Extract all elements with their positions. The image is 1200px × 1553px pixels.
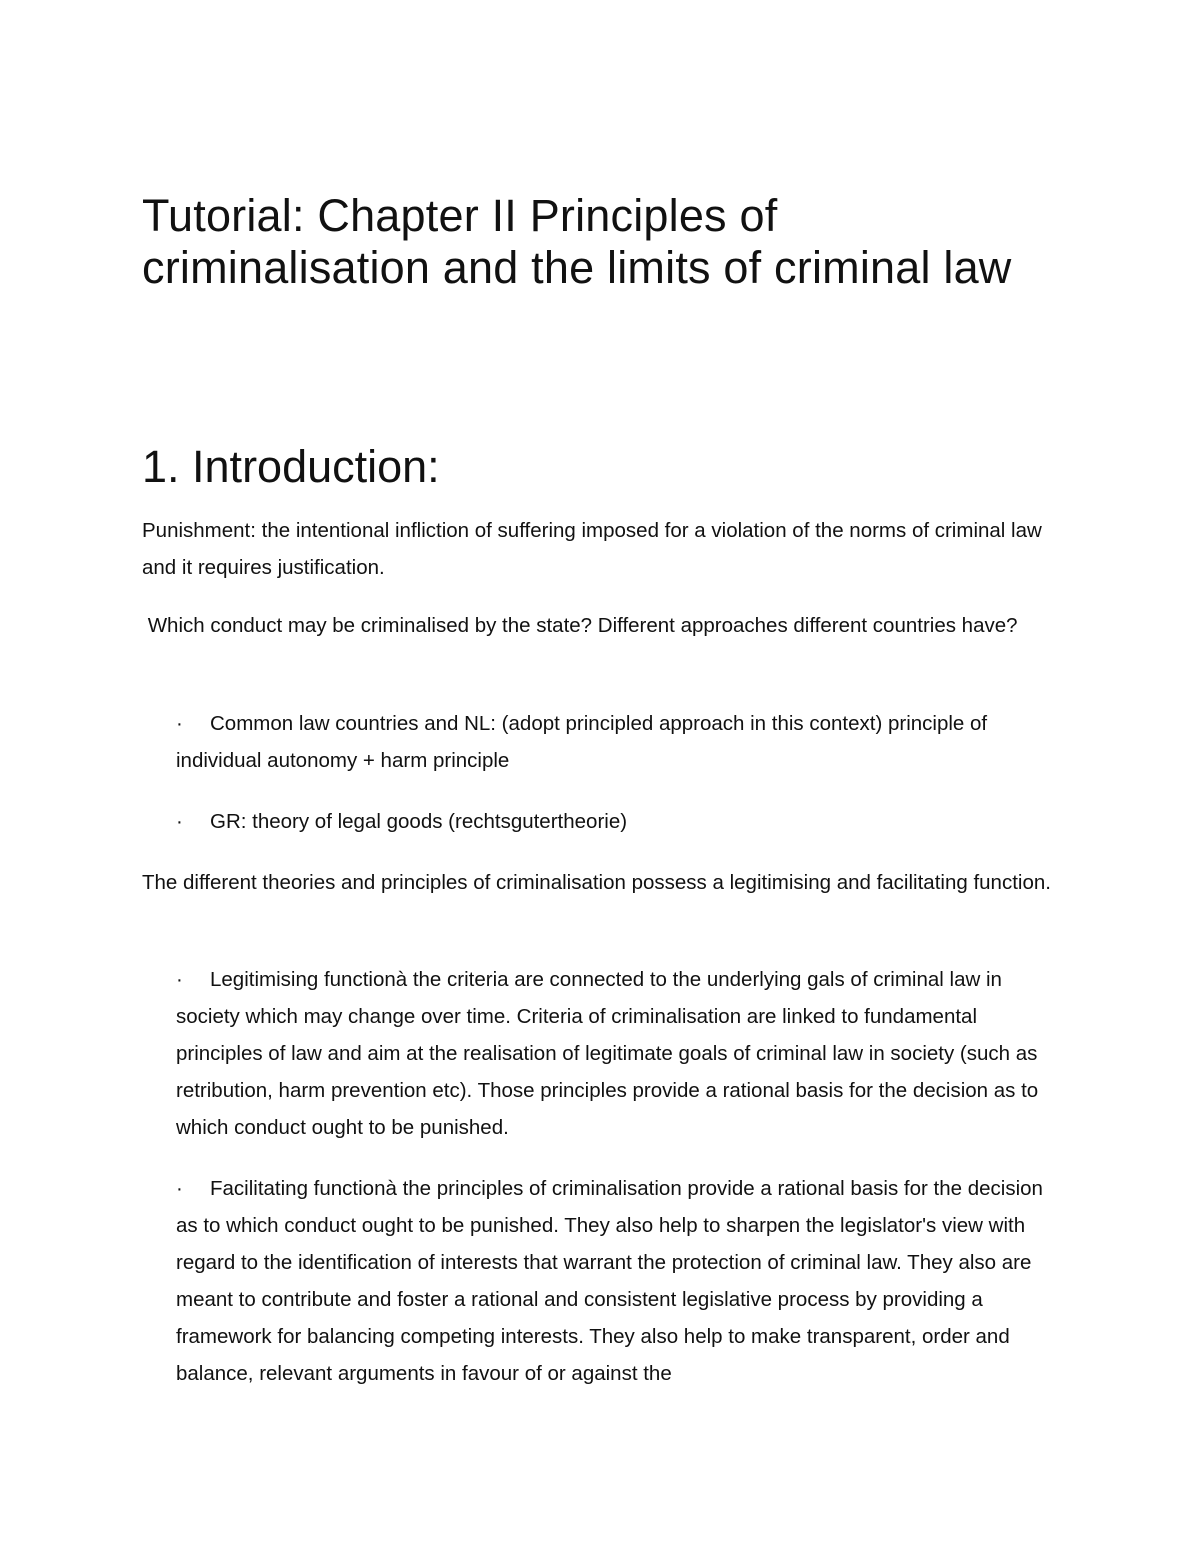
paragraph-theories: The different theories and principles of criminalisation possess a legitimising and facilitating function. (142, 871, 1051, 894)
bullet-marker: · (176, 1177, 183, 1200)
bullet-text: Facilitating functionà the principles of criminalisation provide a rational basis for the decision as to which conduct ought to be punished. They also help to sharpen the legislator's view with regard to the identification of interests that warrant the protection of criminal law. They also are meant to contribute and foster a rational and consistent legislative process by providing a framework for balancing competing interests. They also help to make transparent, order and balance, relevant arguments in favour of or against the (176, 1177, 1043, 1385)
bullet-text: GR: theory of legal goods (rechtsgutertheorie) (210, 810, 628, 833)
paragraph-which-conduct: Which conduct may be criminalised by the state? Different approaches different countries have? (142, 614, 1018, 637)
bullet-text: Common law countries and NL: (adopt principled approach in this context) principle of individual autonomy + harm principle (176, 712, 988, 772)
bullet-facilitating-function (176, 1170, 1066, 1392)
bullet-marker: · (176, 968, 183, 991)
document-title: Tutorial: Chapter II Principles of criminalisation and the limits of criminal law (142, 190, 1012, 293)
bullet-common-law (176, 705, 1066, 779)
section-heading: 1. Introduction: (142, 441, 440, 492)
bullet-marker: · (176, 712, 183, 735)
bullet-marker: · (176, 810, 183, 833)
bullet-gr-theory (176, 803, 1066, 840)
bullet-legitimising-function (176, 961, 1066, 1146)
paragraph-punishment: Punishment: the intentional infliction of suffering imposed for a violation of the norms of criminal law and it requires justification. (142, 519, 1042, 579)
bullet-text: Legitimising functionà the criteria are connected to the underlying gals of criminal law in society which may change over time. Criteria of criminalisation are linked to fundamental principles of law and aim at the realisation of legitimate goals of criminal law in society (such as retribution, harm prevention etc). Those principles provide a rational basis for the decision as to which conduct ought to be punished. (176, 968, 1039, 1139)
